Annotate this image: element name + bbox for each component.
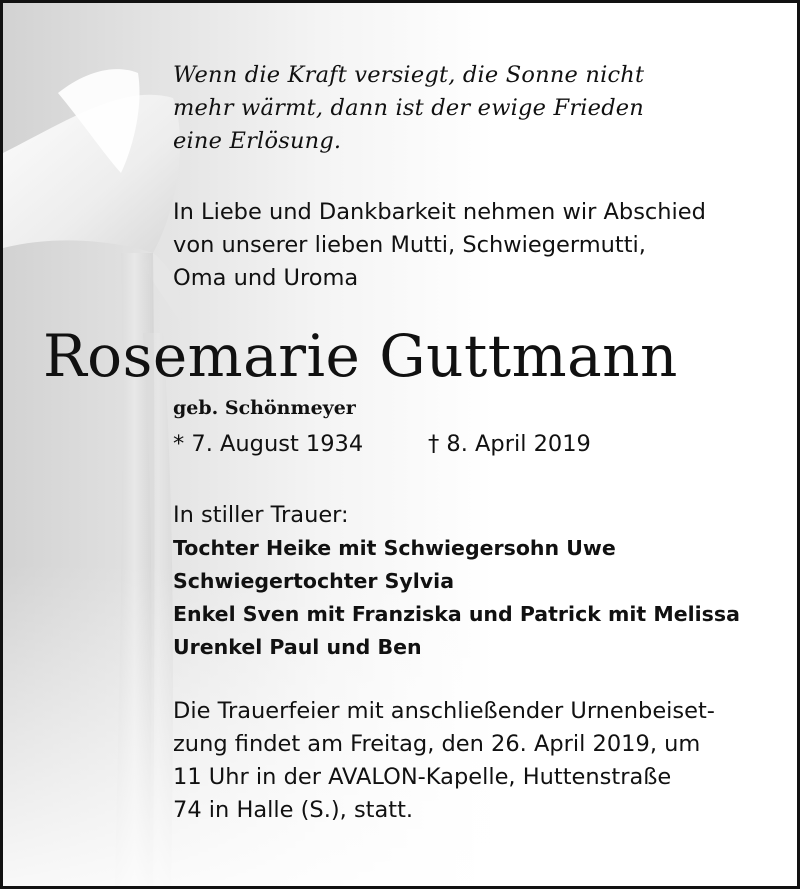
birth-date: * 7. August 1934 [173,431,364,457]
poem-quote [173,59,773,158]
service-line: 74 in Halle (S.), statt. [173,797,414,823]
poem-line: Wenn die Kraft versiegt, die Sonne nicht [173,62,645,88]
mourner-entry: Enkel Sven mit Franziska und Patrick mit Melissa [173,602,740,626]
poem-line: eine Erlösung. [173,128,342,154]
maiden-name: geb. Schönmeyer [173,397,356,419]
poem-line: mehr wärmt, dann ist der ewige Frieden [173,95,645,121]
service-line: Die Trauerfeier mit anschließender Urnenbeiset- [173,698,715,724]
service-line: zung findet am Freitag, den 26. April 2019, um [173,731,701,757]
intro-line: von unserer lieben Mutti, Schwiegermutti, [173,232,646,258]
mourner-entry: Schwiegertochter Sylvia [173,569,455,593]
notice-content [3,3,797,886]
service-line: 11 Uhr in der AVALON-Kapelle, Huttenstraße [173,764,672,790]
mourner-entry: Urenkel Paul und Ben [173,635,422,659]
funeral-service-details [173,695,783,827]
intro-line: In Liebe und Dankbarkeit nehmen wir Abschied [173,199,706,225]
mourner-entry: Tochter Heike mit Schwiegersohn Uwe [173,536,616,560]
mourning-label: In stiller Trauer: [173,502,349,528]
mourners-list [173,532,793,664]
death-date: † 8. April 2019 [428,431,591,457]
farewell-intro [173,196,783,295]
deceased-name: Rosemarie Guttmann [43,322,678,390]
intro-line: Oma und Uroma [173,265,359,291]
